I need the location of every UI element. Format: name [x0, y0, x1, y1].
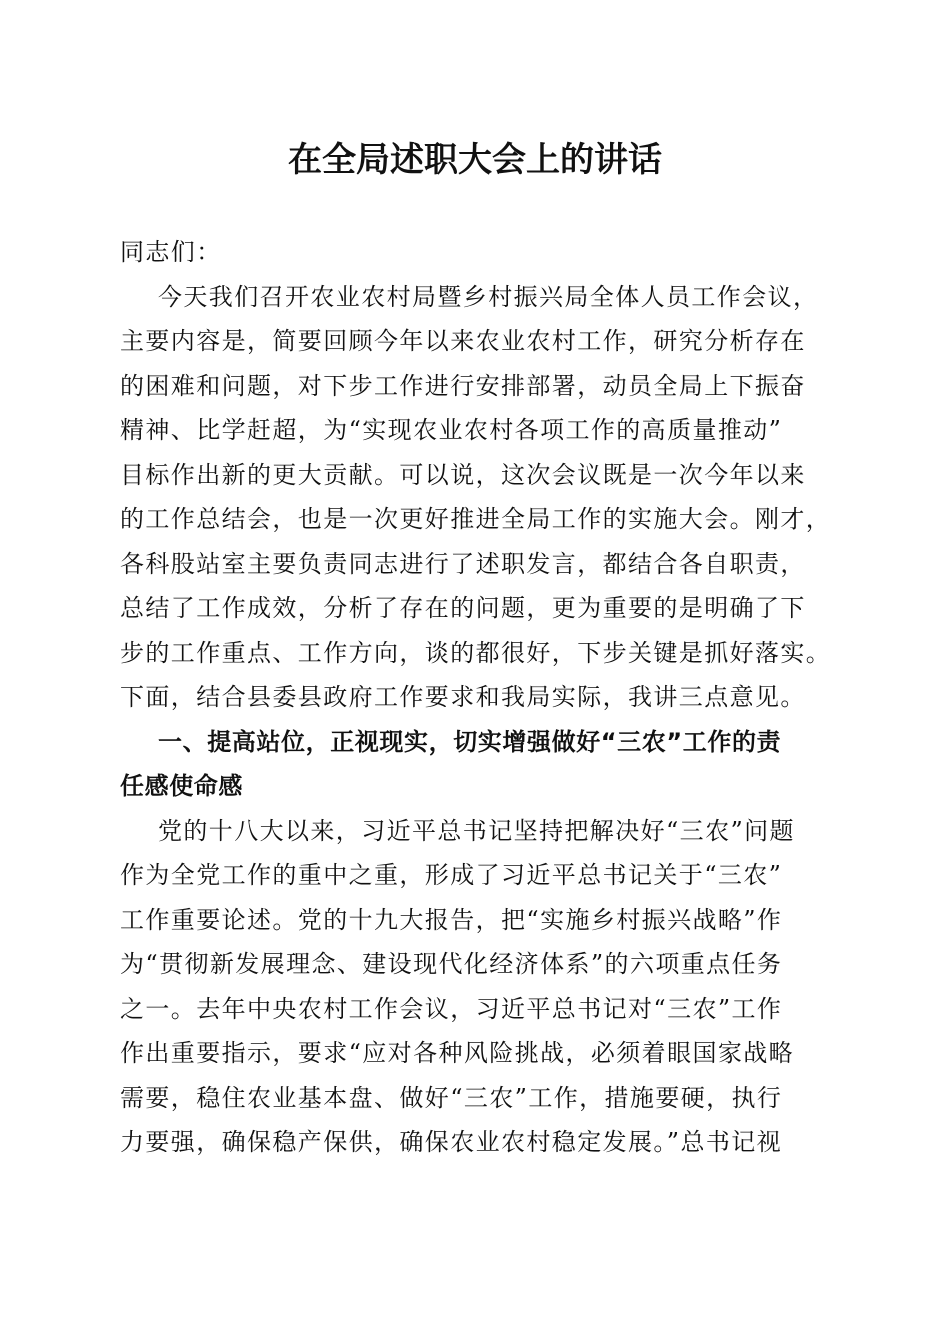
- text-line: 作为全党工作的重中之重，形成了习近平总书记关于“三农”: [120, 861, 783, 889]
- paragraph-1: [120, 275, 835, 720]
- text-line: 下面，结合县委县政府工作要求和我局实际，我讲三点意见。: [120, 683, 806, 711]
- text-line: 的困难和问题，对下步工作进行安排部署，动员全局上下振奋: [120, 371, 806, 400]
- section-heading-1: [120, 720, 835, 809]
- text-line: 总结了工作成效，分析了存在的问题，更为重要的是明确了下: [120, 594, 806, 622]
- text-line: 之一。去年中央农村工作会议，习近平总书记对“三农”工作: [120, 994, 783, 1023]
- paragraph-2: [120, 809, 835, 1165]
- text-line: 工作重要论述。党的十九大报告，把“实施乡村振兴战略”作: [120, 905, 783, 934]
- text-line: 需要，稳住农业基本盘、做好“三农”工作，措施要硬，执行: [120, 1083, 783, 1112]
- text-line: 力要强，确保稳产保供，确保农业农村稳定发展。”总书记视: [120, 1128, 783, 1156]
- text-line: 的工作总结会，也是一次更好推进全局工作的实施大会。刚才，: [120, 505, 832, 533]
- text-line: 今天我们召开农业农村局暨乡村振兴局全体人员工作会议，: [158, 282, 819, 311]
- text-line: 作出重要指示，要求“应对各种风险挑战，必须着眼国家战略: [120, 1039, 795, 1067]
- document-body: [120, 230, 835, 1165]
- heading-line: 任感使命感: [120, 772, 243, 800]
- salutation: 同志们：: [120, 238, 222, 266]
- text-line: 步的工作重点、工作方向，谈的都很好，下步关键是抓好落实。: [120, 638, 832, 667]
- text-line: 目标作出新的更大贡献。可以说，这次会议既是一次今年以来: [120, 460, 806, 489]
- heading-line: 一、提高站位，正视现实，切实增强做好“三农”工作的责: [158, 727, 782, 756]
- text-line: 各科股站室主要负责同志进行了述职发言，都结合各自职责，: [120, 549, 806, 578]
- text-line: 党的十八大以来，习近平总书记坚持把解决好“三农”问题: [158, 816, 795, 845]
- text-line: 精神、比学赶超，为“实现农业农村各项工作的高质量推动”: [120, 416, 783, 444]
- text-line: 主要内容是，简要回顾今年以来农业农村工作，研究分析存在: [120, 327, 806, 355]
- text-line: 为“贯彻新发展理念、建设现代化经济体系”的六项重点任务: [120, 950, 783, 978]
- document-title: 在全局述职大会上的讲话: [288, 140, 662, 180]
